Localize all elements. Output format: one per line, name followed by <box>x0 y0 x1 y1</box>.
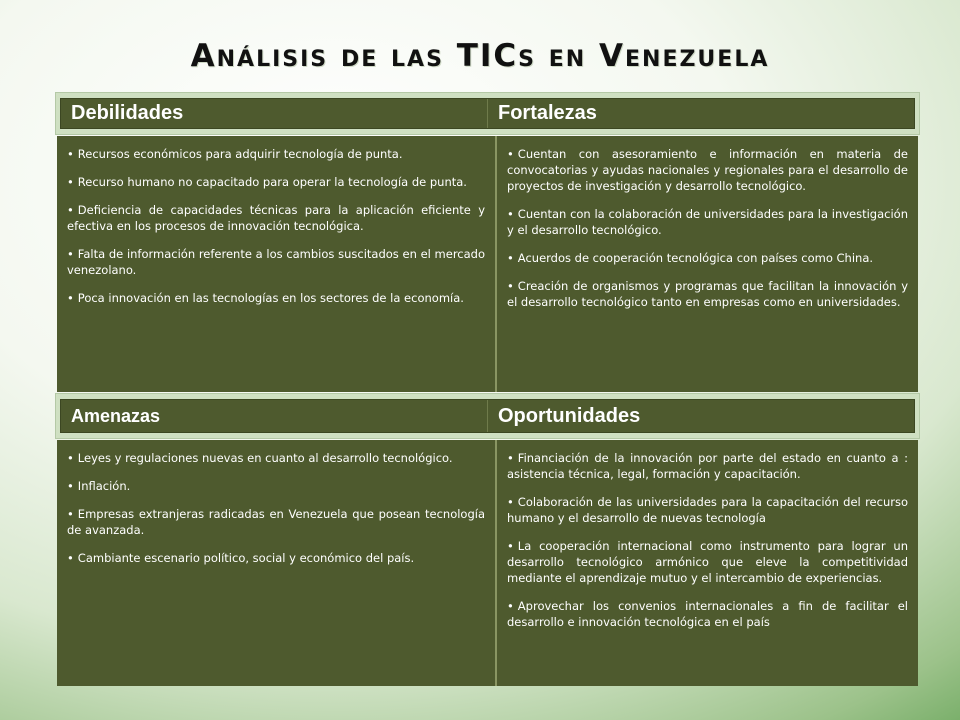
debilidades-list <box>67 146 485 306</box>
amenazas-item: • Leyes y regulaciones nuevas en cuanto al desarrollo tecnológico. <box>67 450 485 466</box>
amenazas-item: • Empresas extranjeras radicadas en Venezuela que posean tecnología de avanzada. <box>67 506 485 538</box>
heading-amenazas: Amenazas <box>71 405 161 426</box>
debilidades-item: • Poca innovación en las tecnologías en los sectores de la economía. <box>67 290 485 306</box>
debilidades-item: • Recurso humano no capacitado para operar la tecnología de punta. <box>67 174 485 190</box>
oportunidades-panel <box>495 440 918 686</box>
debilidades-item: • Deficiencia de capacidades técnicas para la aplicación eficiente y efectiva en los procesos de innovación tecnológica. <box>67 202 485 234</box>
oportunidades-item: • La cooperación internacional como instrumento para lograr un desarrollo tecnológico armónico que eleve la competitividad mediante el aprendizaje mutuo y el intercambio de experiencias. <box>507 538 908 586</box>
oportunidades-item: • Colaboración de las universidades para la capacitación del recurso humano y el desarrollo de nuevas tecnología <box>507 494 908 526</box>
fortalezas-list <box>507 146 908 310</box>
fortalezas-item: • Cuentan con la colaboración de universidades para la investigación y el desarrollo tecnológico. <box>507 206 908 238</box>
fortalezas-item: • Creación de organismos y programas que facilitan la innovación y el desarrollo tecnológico tanto en empresas como en universidades. <box>507 278 908 310</box>
slide-title: Análisis de las TICs en Venezuela <box>190 38 770 74</box>
amenazas-list <box>67 450 485 566</box>
header-row-bottom <box>55 393 920 439</box>
heading-debilidades: Debilidades <box>71 102 184 124</box>
debilidades-item: • Recursos económicos para adquirir tecnología de punta. <box>67 146 485 162</box>
fortalezas-item: • Acuerdos de cooperación tecnológica con países como China. <box>507 250 908 266</box>
oportunidades-item: • Financiación de la innovación por parte del estado en cuanto a : asistencia técnica, legal, formación y capacitación. <box>507 450 908 482</box>
header-row-bottom-inner <box>60 399 915 433</box>
oportunidades-list <box>507 450 908 630</box>
amenazas-item: • Inflación. <box>67 478 485 494</box>
amenazas-panel <box>57 440 495 686</box>
header-row-top-inner <box>60 98 915 129</box>
heading-fortalezas: Fortalezas <box>487 99 914 128</box>
oportunidades-item: • Aprovechar los convenios internacionales a fin de facilitar el desarrollo e innovación tecnológica en el país <box>507 598 908 630</box>
fortalezas-item: • Cuentan con asesoramiento e información en materia de convocatorias y ayudas nacionales y regionales para el desarrollo de proyectos de investigación y desarrollo tecnológico. <box>507 146 908 194</box>
heading-oportunidades: Oportunidades <box>487 400 914 432</box>
amenazas-item: • Cambiante escenario político, social y económico del país. <box>67 550 485 566</box>
debilidades-item: • Falta de información referente a los cambios suscitados en el mercado venezolano. <box>67 246 485 278</box>
body-row-bottom <box>57 440 918 686</box>
header-row-top <box>55 92 920 135</box>
body-row-top <box>57 136 918 392</box>
debilidades-panel <box>57 136 495 392</box>
fortalezas-panel <box>495 136 918 392</box>
